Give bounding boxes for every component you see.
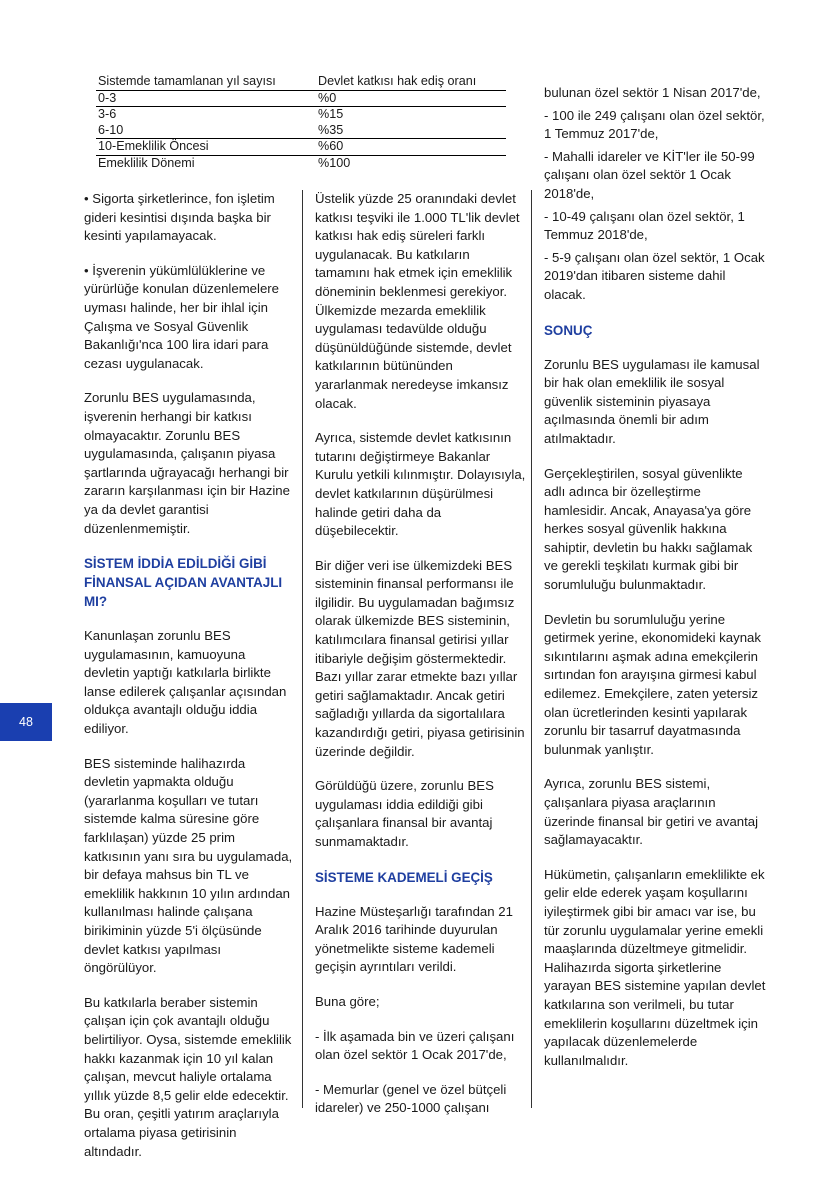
table-row bbox=[96, 139, 506, 156]
paragraph: Ayrıca, sistemde devlet katkısının tutarını değiştirmeye Bakanlar Kurulu yetkili kılınmıştır. Dolayısıyla, devlet katkılarının düşürülmesi halinde getiri daha da düşebilecektir. bbox=[315, 430, 526, 539]
table-cell: %100 bbox=[318, 155, 351, 170]
paragraph: - İlk aşamada bin ve üzeri çalışanı olan özel sektör 1 Ocak 2017'de, bbox=[315, 1028, 515, 1063]
paragraph: Buna göre; bbox=[315, 993, 380, 1009]
table-cell: 3-6 bbox=[98, 107, 117, 121]
table-row bbox=[96, 155, 506, 171]
column-divider bbox=[302, 190, 303, 1108]
list-item: - 10-49 çalışanı olan özel sektör, 1 Temmuz 2018'de, bbox=[544, 208, 745, 243]
paragraph: Zorunlu BES uygulamasında, işverenin herhangi bir katkısı olmayacaktır. Zorunlu BES uygulamasında, çalışanın piyasa şartlarında uğrayacağı herhangi bir zararın karşılanması için bir Hazine ya da devlet garantisi düzenlenmemiştir. bbox=[84, 390, 290, 536]
table-cell: %60 bbox=[316, 139, 506, 156]
paragraph: Üstelik yüzde 25 oranındaki devlet katkısı teşviki ile 1.000 TL'lik devlet katkısı hak ediş süreleri farklı uygulanacak. Bu katkıların tamamını hak etmek için emeklilik döneminin beklenmesi gerekiyor. Ülkemizde mezarda emeklilik uygulaması tedavülde olduğu düşünüldüğünde sistemde, devlet katkılarının bütününden yararlanmak neredeyse imkansız olacak. bbox=[315, 191, 520, 411]
paragraph: Devletin bu sorumluluğu yerine getirmek yerine, ekonomideki kaynak sıkıntılarını aşmak adına emekçilerin sırtından fon arayışına girmesi kabul edilemez. Emekçilere, zaten yetersiz olan ücretlerinden kesinti yapılarak zorunlu bir tasarruf dayatmasında bulunmak yanlıştır. bbox=[544, 611, 761, 757]
table-cell: 0-3 bbox=[96, 90, 316, 107]
vesting-rate-table bbox=[96, 74, 506, 171]
paragraph: • İşverenin yükümlülüklerine ve yürürlüğe konulan düzenlemelere uyması halinde, her bir ihlal için Çalışma ve Sosyal Güvenlik Bakanlığı'nca 100 lira idari para cezası uygulanacak. bbox=[84, 262, 280, 371]
paragraph: Bu katkılarla beraber sistemin çalışan için çok avantajlı olduğu belirtiliyor. Oysa, sistemde emeklilik hakkı kazanmak için 10 yıl kalan çalışan, mevcut haliyle ortalama yıllık yüzde 8,5 gelir elde edecektir. Bu oran, çeşitli yatırım araçlarıyla ortalama piyasa getirisinin altındadır. bbox=[84, 994, 292, 1159]
table-header-row bbox=[96, 74, 506, 90]
list-item: - 5-9 çalışanı olan özel sektör, 1 Ocak 2019'dan itibaren sisteme dahil olacak. bbox=[544, 249, 765, 302]
column-divider bbox=[531, 190, 532, 1108]
paragraph: Gerçekleştirilen, sosyal güvenlikte adlı adınca bir özelleştirme hamlesidir. Ancak, Anayasa'ya göre herkes sosyal güvenlik hakkına sahiptir, devletin bu hakkı sağlamak ve gerekli teşkilatı kurmak gibi bir sorumluluğu bulunmaktadır. bbox=[544, 465, 753, 593]
paragraph: - Memurlar (genel ve özel bütçeli idareler) ve 250-1000 çalışanı bbox=[315, 1081, 507, 1116]
section-heading: SONUÇ bbox=[544, 322, 593, 338]
paragraph: Görüldüğü üzere, zorunlu BES uygulaması iddia edildiği gibi çalışanlara finansal bir avantaj sunmamaktadır. bbox=[315, 778, 494, 849]
table-row bbox=[96, 107, 506, 123]
paragraph: Zorunlu BES uygulaması ile kamusal bir hak olan emeklilik ile sosyal güvenlik sisteminin piyasaya açılmasında önemli bir adım atılmaktadır. bbox=[544, 356, 760, 446]
text-column-3 bbox=[544, 84, 766, 1086]
table-header-rate: Devlet katkısı hak ediş oranı bbox=[316, 74, 506, 90]
list-item: - 100 ile 249 çalışanı olan özel sektör, 1 Temmuz 2017'de, bbox=[544, 107, 765, 142]
paragraph: Bir diğer veri ise ülkemizdeki BES sisteminin finansal performansı ile ilgilidir. Bu uygulamadan bağımsız olarak ülkemizde BES sisteminin, katılımcılara finansal getirisi yıllar itibariyle değişim göstermektedir. Bazı yıllar zarar etmekte bazı yıllar getiri sağlamaktadır. Ancak getiri sağladığı yıllarda da sigortalılara kazandırdığı getiri, piyasa getirisinin üzerinde değildir. bbox=[315, 557, 525, 759]
table-cell: 6-10 bbox=[96, 123, 316, 139]
section-heading: SİSTEM İDDİA EDİLDİĞİ GİBİ FİNANSAL AÇIDAN AVANTAJLI MI? bbox=[84, 556, 283, 610]
list-item: - Mahalli idareler ve KİT'ler ile 50-99 çalışanı olan özel sektör 1 Ocak 2018'de, bbox=[544, 148, 755, 201]
paragraph: BES sisteminde halihazırda devletin yapmakta olduğu (yararlanma koşulları ve tutarı sistemde kalma süresine göre farklılaşan) yüzde 25 prim katkısının yanı sıra bu uygulamada, bir defaya mahsus bin TL ve emeklilik hakkının 10 yılın ardından kullanılması halinde çalışana birikiminin yüzde 5'i ölçüsünde devlet katkısı yapılması öngörülüyor. bbox=[84, 755, 293, 976]
paragraph: Hazine Müsteşarlığı tarafından 21 Aralık 2016 tarihinde duyurulan yönetmelikte sisteme kademeli geçişin ayrıntıları verildi. bbox=[315, 903, 513, 975]
table-row bbox=[96, 90, 506, 107]
table-row bbox=[96, 123, 506, 139]
text-column-2 bbox=[315, 190, 527, 1134]
table-cell: %15 bbox=[318, 107, 344, 121]
list-item: bulunan özel sektör 1 Nisan 2017'de, bbox=[544, 85, 761, 100]
section-heading: SİSTEME KADEMELİ GEÇİŞ bbox=[315, 869, 493, 885]
page-number-tab bbox=[0, 703, 52, 741]
page-number: 48 bbox=[19, 715, 33, 729]
table-cell: Emeklilik Dönemi bbox=[98, 155, 195, 170]
paragraph: Hükümetin, çalışanların emeklilikte ek gelir elde ederek yaşam koşullarını iyileştirmek gibi bir amacı var ise, bu tür zorunlu uygulamalar yerine emekli maaşlarında düzeltmeye gitmelidir. Halihazırda sigorta şirketlerine yarayan BES sistemine yapılan devlet katkılarına son verilmeli, bu tutar emeklilerin koşullarını düzeltmek için yapılacak düzenlemelerde kullanılmalıdır. bbox=[544, 866, 766, 1068]
paragraph: Kanunlaşan zorunlu BES uygulamasının, kamuoyuna devletin yaptığı katkılarla birlikte lanse edilerek çalışanlar açısından oldukça avantajlı olduğu iddia ediliyor. bbox=[84, 628, 287, 737]
paragraph: Ayrıca, zorunlu BES sistemi, çalışanlara piyasa araçlarının üzerinde finansal bir getiri ve avantaj sağlamayacaktır. bbox=[544, 776, 759, 848]
table-cell: %0 bbox=[316, 90, 506, 107]
table-cell: %35 bbox=[316, 123, 506, 139]
table-header-years: Sistemde tamamlanan yıl sayısı bbox=[96, 74, 316, 90]
table-cell: 10-Emeklilik Öncesi bbox=[96, 139, 316, 156]
paragraph: • Sigorta şirketlerince, fon işletim gideri kesintisi dışında başka bir kesinti yapılamayacak. bbox=[84, 191, 275, 244]
text-column-1 bbox=[84, 190, 294, 1177]
